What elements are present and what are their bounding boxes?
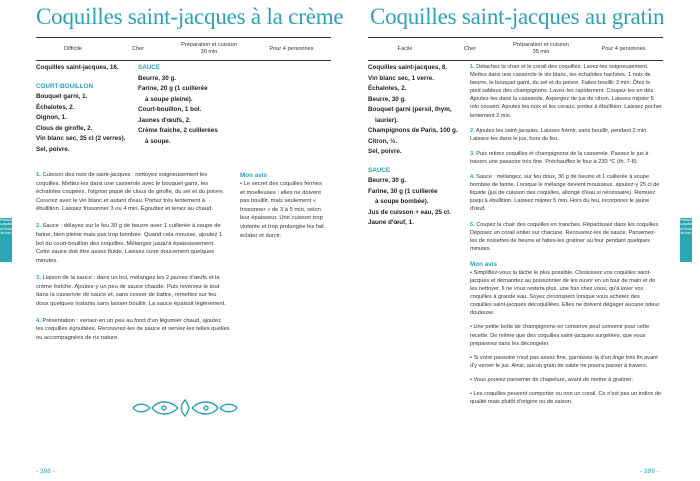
sauce-ingredients	[138, 63, 238, 147]
ingredient: Vin blanc sec, 1 verre.	[368, 74, 435, 82]
ingredient: Coquilles saint-jacques, 16.	[36, 64, 119, 71]
tip-text: • Simplifiez-vous la tâche le plus possible. Choisissez vos coquilles saint-jacques et demandez au poissonnier de les ouvrir en un tour de main et de les nettoyer. Il ne vous restera plus, une fois chez vous, qu'à laver vos coquilles à grande eau. Soyez circonspect lorsque vous achetez des coquilles saint-jacques décoquillées. Elles ne doivent dégager aucune odeur douteuse.	[470, 269, 660, 317]
ingredient: Citron, ½.	[368, 137, 398, 145]
step: 2. Ajoutez les saint-jacques. Laissez frémir, sans bouillir, pendant 2 min. Laissez-les dans le jus, hors du feu.	[470, 127, 648, 142]
ingredient: Jaune d'œuf, 1.	[368, 219, 414, 226]
steps	[36, 171, 230, 351]
servings: Pour 4 personnes	[269, 45, 314, 52]
ingredient: Clous de girofle, 2.	[36, 124, 93, 132]
difficulty: Facile	[397, 45, 413, 52]
step: 1. Cuisson des noix de saint-jacques : nettoyez soigneusement les coquilles. Mettez-les dans une casserole avec le bouquet garni, les échalotes coupées, l'oignon piqué de clous de girofle, du sel et du poivre. Couvrez avec le vin blanc et autant d'eau. Portez très lentement à ébullition. Laissez frissonner 3 ou 4 min. Égouttez et tenez au chaud.	[36, 172, 225, 213]
tip-text: • Le secret des coquilles fermes et moelleuses : elles ne doivent pas bouillir, mais seulement « frissonner » de 3 à 5 min, selon leur épaisseur. Une cuisson trop violente et trop prolongée les fait éclater et durcir.	[240, 181, 324, 239]
recipe-meta-bar	[368, 37, 663, 61]
ingredient: à soupe pleine).	[145, 95, 193, 103]
chapter-tab: Poissons, coquillages et fruits de mer	[0, 218, 12, 262]
step: 3. Liaison de la sauce : dans un bol, mélangez les 2 jaunes d'œufs et la crème fraîche. Ajoutez-y un peu de sauce chaude. Puis reversez le tout dans la casserole de sauce et, sans cesser de battre, remettez sur feu doux quelques instants sans laisser bouillir. La sauce épaissit légèrement.	[36, 274, 226, 307]
ingredient: Farine, 20 g (1 cuillerée	[138, 85, 208, 92]
ingredient: Sel, poivre.	[36, 145, 70, 153]
ornament-flourish-icon	[130, 396, 240, 420]
ingredient: Échalotes, 2.	[36, 103, 75, 111]
ingredient: Sel, poivre.	[368, 148, 402, 155]
tip-box	[240, 171, 326, 240]
step: 5. Coupez la chair des coquilles en tranches. Répartissez dans les coquilles. Déposez un corail entier sur chacune. Recouvrez-les de sauce. Parsemez-les de noisettes de beurre et faites-les gratiner au four pendant quelques minutes.	[470, 221, 660, 252]
step: 4. Présentation : versez-en un peu au fond d'un légumier chaud, ajoutez les coquilles égouttées. Recouvrez-les de sauce et servez-les telles quelles ou accompagnées de riz nature.	[36, 317, 230, 341]
servings: Pour 4 personnes	[601, 45, 646, 52]
page-number: - 399 -	[640, 468, 659, 475]
ingredients-subhead: COURT-BOUILLON	[36, 82, 94, 90]
page-number: - 398 -	[36, 468, 55, 475]
ingredients-list	[36, 63, 136, 155]
time: Préparation et cuisson 35 min	[513, 42, 569, 55]
difficulty: Difficile	[64, 45, 82, 52]
ingredient: laurier).	[375, 116, 399, 124]
recipe-meta-bar	[36, 37, 331, 61]
step: 4. Sauce : mélangez, sur feu doux, 30 g de beurre et 1 cuillerée à soupe bombée de farine. Lorsque le mélange devient mousseux, ajoutez-y 25 cl de liquide (jus de cuisson des coquilles, allongé d'eau si nécessaire). Remuez jusqu'à ébullition. Laissez mijoter 5 min. Hors du feu, incorporez le jaune d'œuf.	[470, 174, 660, 213]
ingredient: Échalotes, 2.	[368, 85, 407, 92]
step: 1. Détachez la chair et le corail des coquilles. Lavez-les soigneusement. Mettez dans une casserole le vin blanc, les échalotes hachées, 1 noix de beurre, le bouquet garni, du sel et du poivre. Faites bouillir 3 min. Ôtez le pied sableux des champignons. Lavez-les rapidement. Coupez-les en dés. Ajoutez-les dans la casserole. Aspergez de jus de citron. Laissez mijoter 5 min couvert. Ajoutez les noix et les coraux, portez à ébullition. Laissez pocher lentement 2 min.	[470, 64, 662, 119]
tip-text: • Une petite boîte de champignons en conserve peut convenir pour cette recette. De même que des coquilles saint-jacques surgelées, que vous préparerez sans les décongeler.	[470, 324, 650, 347]
cost: Cher	[131, 45, 145, 52]
tip-title: Mon avis	[470, 260, 497, 268]
ingredient: Jaunes d'œufs, 2.	[138, 116, 191, 124]
ingredient: Jus de cuisson + eau, 25 cl.	[368, 208, 451, 216]
ingredients-subhead: SAUCE	[368, 166, 391, 174]
ingredient: Coquilles saint-jacques, 8.	[368, 64, 448, 71]
tip-text: • Les coquilles peuvent comporter ou non un corail. Ce n'est pas un indice de qualité mais plutôt d'origine ou de saison.	[470, 391, 662, 406]
right-page	[350, 0, 700, 481]
cost: Cher	[463, 45, 477, 52]
ingredient: Beurre, 30 g.	[138, 74, 177, 82]
steps	[470, 63, 662, 412]
ingredient: Court-bouillon, 1 bol.	[138, 106, 202, 113]
ingredient: Farine, 30 g (1 cuillerée	[368, 187, 438, 195]
time: Préparation et cuisson 30 min	[181, 42, 237, 55]
ingredient: Beurre, 30 g.	[368, 95, 407, 103]
chapter-tab: Poissons, coquillages et fruits de mer	[680, 218, 692, 262]
step: 3. Puis retirez coquilles et champignons de la casserole. Passez le jus à travers une passoire très fine. Préchauffez le four à 230 °C (th. 7-8).	[470, 150, 649, 165]
step: 2. Sauce : délayez sur le feu 30 g de beurre avec 1 cuillerée à soupe de farine, bien pleine mais pas trop bombée. Quand cela mousse, ajoutez 1 bol du court-bouillon des coquilles. Mélangez jusqu'à épaississement. Cette sauce doit être assez fluide. Laissez cuire doucement quelques minutes.	[36, 223, 223, 264]
ingredient: Oignon, 1.	[36, 114, 67, 121]
recipe-title: Coquilles saint-jacques au gratin	[370, 4, 665, 29]
ingredient: Beurre, 30 g.	[368, 177, 407, 184]
tip-title: Mon avis	[240, 172, 267, 179]
tip-text: • Vous pouvez parsemer de chapelure, avant de mettre à gratiner.	[470, 376, 634, 383]
ingredient: Bouquet garni (persil, thym,	[368, 106, 452, 113]
ingredients-list	[368, 63, 468, 229]
ingredient: Vin blanc sec, 35 cl (2 verres).	[36, 135, 126, 142]
ingredient: Crème fraîche, 2 cuillerées	[138, 127, 218, 134]
ingredient: à soupe.	[145, 137, 171, 145]
tip-text: • Si votre passoire n'est pas assez fine, garnissez-la d'un linge très fin avant d'y verser le jus. Ainsi, aucun grain de sable ne pourra passer à travers.	[470, 354, 658, 369]
ingredient: à soupe bombée).	[375, 198, 429, 205]
recipe-title: Coquilles saint-jacques à la crème	[36, 4, 344, 29]
ingredient: Champignons de Paris, 100 g.	[368, 127, 458, 134]
ingredients-subhead: SAUCE	[138, 64, 161, 71]
ingredient: Bouquet garni, 1.	[36, 93, 88, 100]
